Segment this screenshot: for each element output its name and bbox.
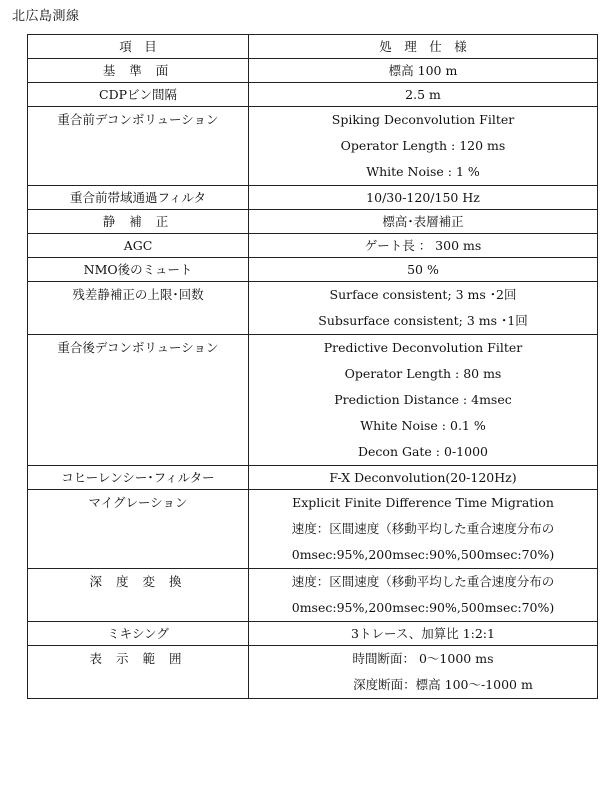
table-row <box>28 569 598 622</box>
document-title: 北広島測線 <box>12 9 80 24</box>
row-item: 表 示 範 囲 <box>28 646 249 699</box>
row-spec: Predictive Deconvolution Filter Operator Length : 80 ms Prediction Distance : 4msec White Noise : 0.1 % Decon Gate : 0-1000 <box>249 335 598 466</box>
row-item: ミキシング <box>28 622 249 646</box>
row-spec: Spiking Deconvolution Filter Operator Length : 120 ms White Noise : 1 % <box>249 107 598 186</box>
row-item: 残差静補正の上限･回数 <box>28 282 249 335</box>
row-item: 基 準 面 <box>28 59 249 83</box>
table-row <box>28 234 598 258</box>
row-spec: 標高 100 m <box>249 59 598 83</box>
row-item: コヒーレンシー･フィルター <box>28 466 249 490</box>
table-row <box>28 622 598 646</box>
row-spec: 50 % <box>249 258 598 282</box>
row-spec: 速度：区間速度（移動平均した重合速度分布の 0msec:95%,200msec:90%,500msec:70%) <box>249 569 598 622</box>
row-item: 重合後デコンボリューション <box>28 335 249 466</box>
row-item: 深 度 変 換 <box>28 569 249 622</box>
row-spec: Explicit Finite Difference Time Migration 速度：区間速度（移動平均した重合速度分布の 0msec:95%,200msec:90%,500msec:70%) <box>249 490 598 569</box>
table-row <box>28 83 598 107</box>
row-item: 静 補 正 <box>28 210 249 234</box>
table-row <box>28 466 598 490</box>
table-row <box>28 59 598 83</box>
row-spec: F-X Deconvolution(20-120Hz) <box>249 466 598 490</box>
row-item: CDPビン間隔 <box>28 83 249 107</box>
table-row <box>28 282 598 335</box>
header-item: 項 目 <box>28 35 249 59</box>
row-item: NMO後のミュート <box>28 258 249 282</box>
table-row <box>28 210 598 234</box>
table-row <box>28 186 598 210</box>
processing-spec-table <box>27 34 598 699</box>
row-spec: 時間断面： 0～1000 ms 深度断面：標高 100～-1000 m <box>249 646 598 699</box>
row-spec: Surface consistent; 3 ms ･2回 Subsurface consistent; 3 ms ･1回 <box>249 282 598 335</box>
table-row <box>28 335 598 466</box>
row-item: 重合前デコンボリューション <box>28 107 249 186</box>
row-spec: 2.5 m <box>249 83 598 107</box>
table-header-row <box>28 35 598 59</box>
table-row <box>28 107 598 186</box>
row-item: AGC <box>28 234 249 258</box>
table-row <box>28 646 598 699</box>
row-item: マイグレーション <box>28 490 249 569</box>
table-row <box>28 258 598 282</box>
table-row <box>28 490 598 569</box>
row-spec: 10/30-120/150 Hz <box>249 186 598 210</box>
row-spec: ゲート長 ： 300 ms <box>249 234 598 258</box>
row-spec: 標高･表層補正 <box>249 210 598 234</box>
row-item: 重合前帯域通過フィルタ <box>28 186 249 210</box>
row-spec: 3トレース、加算比 1:2:1 <box>249 622 598 646</box>
header-spec: 処 理 仕 様 <box>249 35 598 59</box>
